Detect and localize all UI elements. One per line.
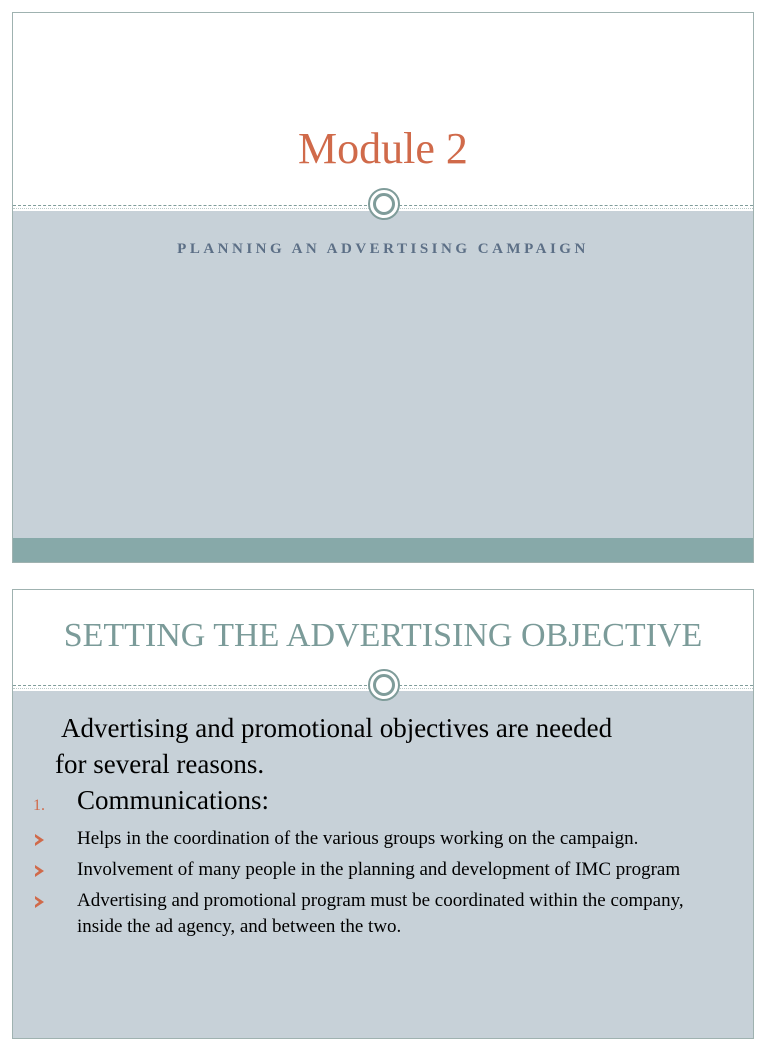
numbered-item-label: Communications: — [77, 785, 269, 815]
slide-1 — [12, 12, 754, 563]
ring-ornament-icon — [368, 188, 400, 220]
slide-1-title-area — [13, 13, 753, 205]
intro-line-2: for several reasons. — [55, 749, 265, 779]
arrow-bullet-icon — [35, 865, 44, 877]
bullet-list — [33, 826, 733, 945]
bullet-text: Helps in the coordination of the various groups working on the campaign. — [77, 828, 639, 849]
slide-2 — [12, 589, 754, 1039]
bullet-item — [33, 888, 733, 940]
bullet-text: Advertising and promotional program must be coordinated within the company, inside the ad agency, and between the two. — [77, 890, 684, 937]
bullet-item — [33, 826, 733, 852]
arrow-bullet-icon — [35, 896, 44, 908]
bullet-text: Involvement of many people in the planning and development of IMC program — [77, 859, 681, 880]
numbered-item-marker: 1. — [33, 797, 45, 814]
slide-2-intro — [55, 710, 735, 782]
bullet-item — [33, 857, 733, 883]
slide-2-title: SETTING THE ADVERTISING OBJECTIVE — [63, 617, 703, 654]
slide-1-title: Module 2 — [298, 124, 468, 173]
slide-1-footer-bar — [13, 538, 753, 563]
intro-line-1: Advertising and promotional objectives are needed — [61, 713, 613, 743]
slide-1-subtitle: PLANNING AN ADVERTISING CAMPAIGN — [177, 241, 589, 257]
arrow-bullet-icon — [35, 834, 44, 846]
ring-ornament-icon — [368, 669, 400, 701]
slide-1-body-area — [13, 211, 753, 538]
